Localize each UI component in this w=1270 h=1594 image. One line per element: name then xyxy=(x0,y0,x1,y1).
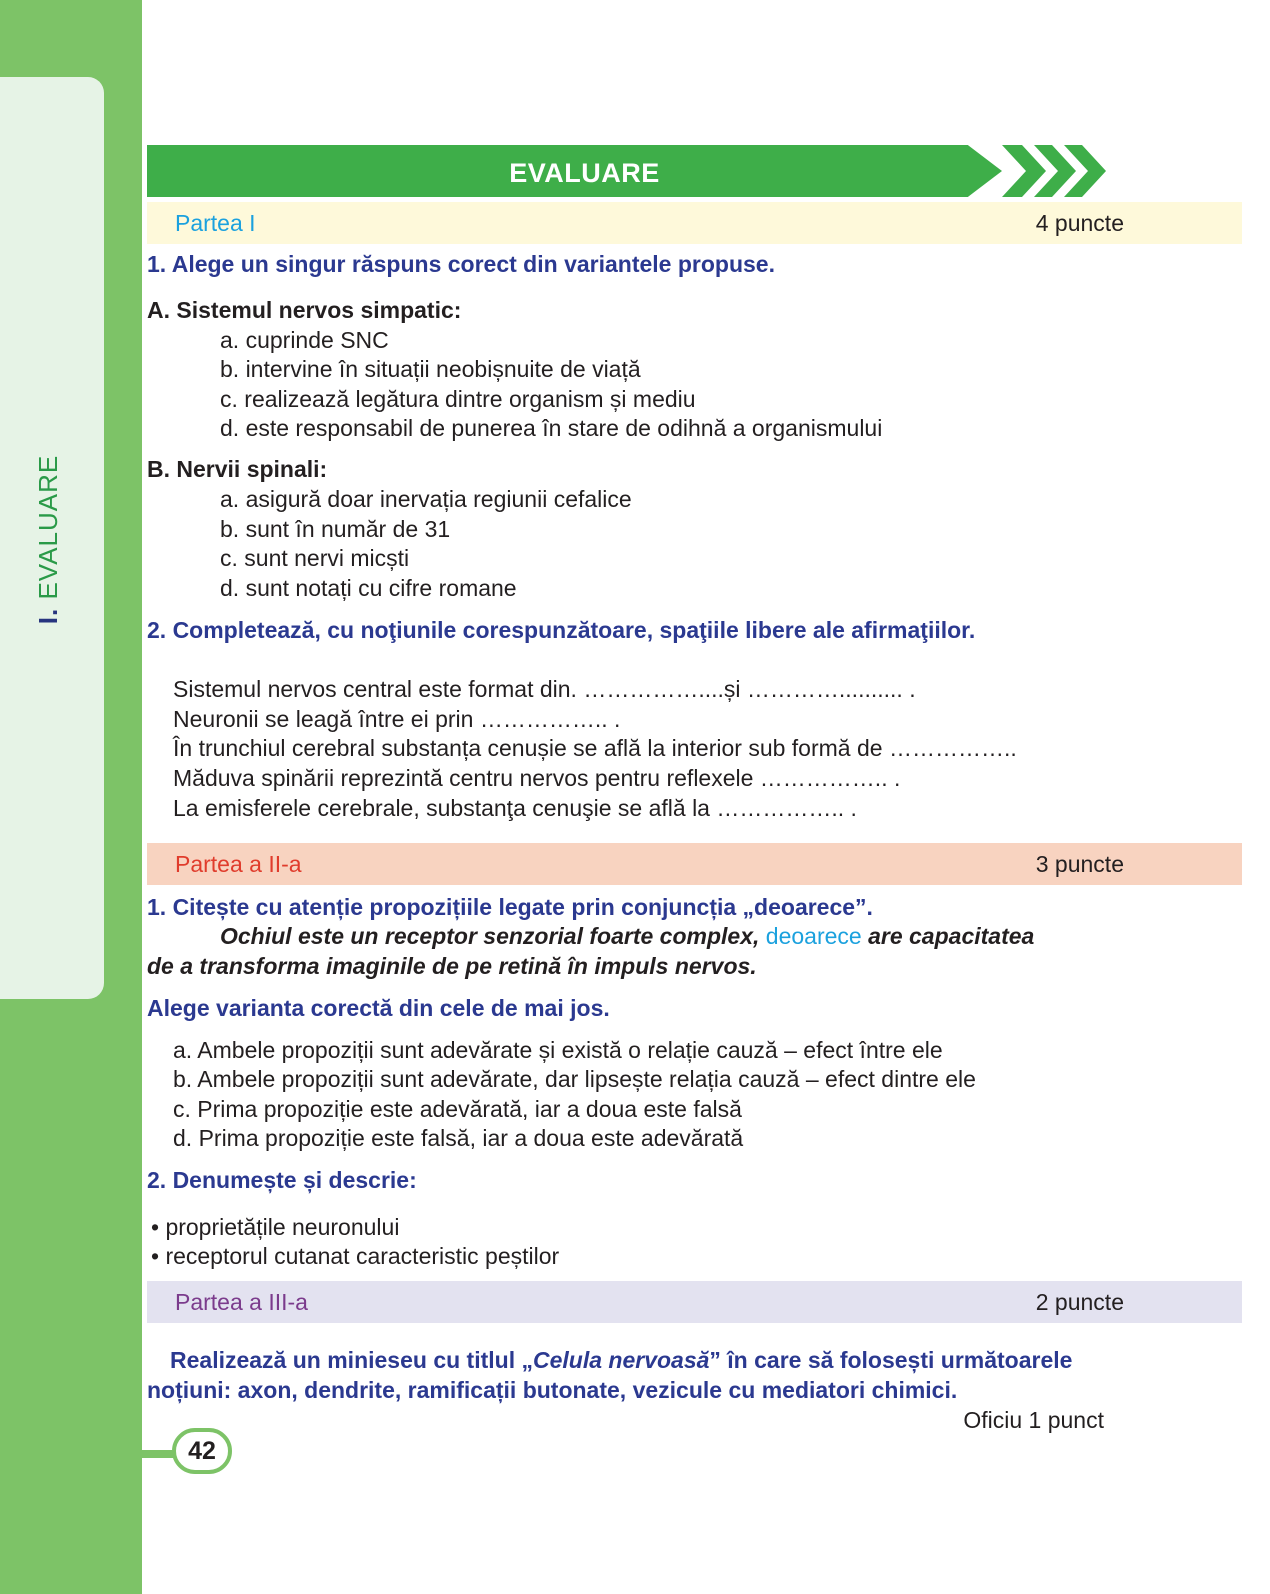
banner-title: EVALUARE xyxy=(509,158,660,188)
part2-choose: Alege varianta corectă din cele de mai jos. xyxy=(147,995,610,1021)
part1-b-option: a. asigură doar inervația regiunii cefalice xyxy=(220,486,632,512)
part3-points: 2 puncte xyxy=(1035,1289,1124,1315)
part1-question2: 2. Completează, cu noţiunile corespunzătoare, spaţiile libere ale afirmaţiilor. xyxy=(147,617,976,643)
part2-header xyxy=(147,843,1242,885)
office-point: Oficiu 1 punct xyxy=(963,1407,1104,1433)
part2-option: a. Ambele propoziții sunt adevărate și există o relație cauză – efect între ele xyxy=(173,1037,943,1063)
sentence-keyword: deoarece xyxy=(765,923,862,949)
sentence-part1: Ochiul este un receptor senzorial foarte complex, xyxy=(220,923,766,949)
part2-option: d. Prima propoziție este falsă, iar a doua este adevărată xyxy=(173,1125,744,1151)
chapter-label xyxy=(24,454,74,624)
part2-points: 3 puncte xyxy=(1035,851,1124,877)
chapter-label-text: EVALUARE xyxy=(33,454,64,600)
part1-a-option: a. cuprinde SNC xyxy=(220,327,389,353)
part2-option: b. Ambele propoziții sunt adevărate, dar lipsește relația cauză – efect dintre ele xyxy=(173,1066,976,1092)
part1-points: 4 puncte xyxy=(1035,210,1124,236)
part1-b-header: B. Nervii spinali: xyxy=(147,456,328,482)
part3-text-before: Realizează un minieseu cu titlul „ xyxy=(170,1347,533,1373)
part3-header xyxy=(147,1281,1242,1323)
section-banner xyxy=(147,145,1122,197)
fill-line: La emisferele cerebrale, substanţa cenuşie se află la …………….. . xyxy=(173,795,857,821)
part3-text-line2: noțiuni: axon, dendrite, ramificații butonate, vezicule cu mediatori chimici. xyxy=(147,1377,958,1403)
part1-b-option: b. sunt în număr de 31 xyxy=(220,516,451,542)
part1-header xyxy=(147,202,1242,244)
fill-line: În trunchiul cerebral substanța cenușie se află la interior sub formă de …………….. xyxy=(173,735,1017,761)
part3-title: Partea a III-a xyxy=(175,1289,308,1315)
part1-question1: 1. Alege un singur răspuns corect din variantele propuse. xyxy=(147,251,775,277)
part1-a-option: b. intervine în situații neobișnuite de viață xyxy=(220,356,641,382)
fill-line: Neuronii se leagă între ei prin …………….. . xyxy=(173,706,621,732)
part2-bullet: • receptorul cutanat caracteristic peștilor xyxy=(151,1243,560,1269)
chapter-number: I. xyxy=(33,607,64,624)
part2-sentence-line1 xyxy=(220,921,1034,951)
fill-line: Măduva spinării reprezintă centru nervos pentru reflexele …………….. . xyxy=(173,765,901,791)
fill-line: Sistemul nervos central este format din. ……………....și ………….......... . xyxy=(173,676,916,702)
part1-a-header: A. Sistemul nervos simpatic: xyxy=(147,297,462,323)
sentence-part2: are capacitatea xyxy=(861,923,1035,949)
part3-text-line1 xyxy=(170,1345,1072,1375)
part2-option: c. Prima propoziție este adevărată, iar a doua este falsă xyxy=(173,1096,742,1122)
part3-text-italic: Celula nervoasă xyxy=(532,1347,710,1373)
page-number: 42 xyxy=(172,1428,232,1474)
part1-b-option: c. sunt nervi micști xyxy=(220,545,410,571)
part2-question1: 1. Citește cu atenție propozițiile legate prin conjuncția „deoarece”. xyxy=(147,894,873,920)
part2-sentence-line2: de a transforma imaginile de pe retină în impuls nervos. xyxy=(147,953,757,979)
part1-b-option: d. sunt notați cu cifre romane xyxy=(220,575,517,601)
part1-a-option: d. este responsabil de punerea în stare de odihnă a organismului xyxy=(220,415,883,441)
part2-question2: 2. Denumește și descrie: xyxy=(147,1167,417,1193)
part2-title: Partea a II-a xyxy=(175,851,302,877)
part2-bullet: • proprietățile neuronului xyxy=(151,1214,400,1240)
part3-text-after: ” în care să folosești următoarele xyxy=(709,1347,1073,1373)
part1-title: Partea I xyxy=(175,210,256,236)
part1-a-option: c. realizează legătura dintre organism și mediu xyxy=(220,386,696,412)
